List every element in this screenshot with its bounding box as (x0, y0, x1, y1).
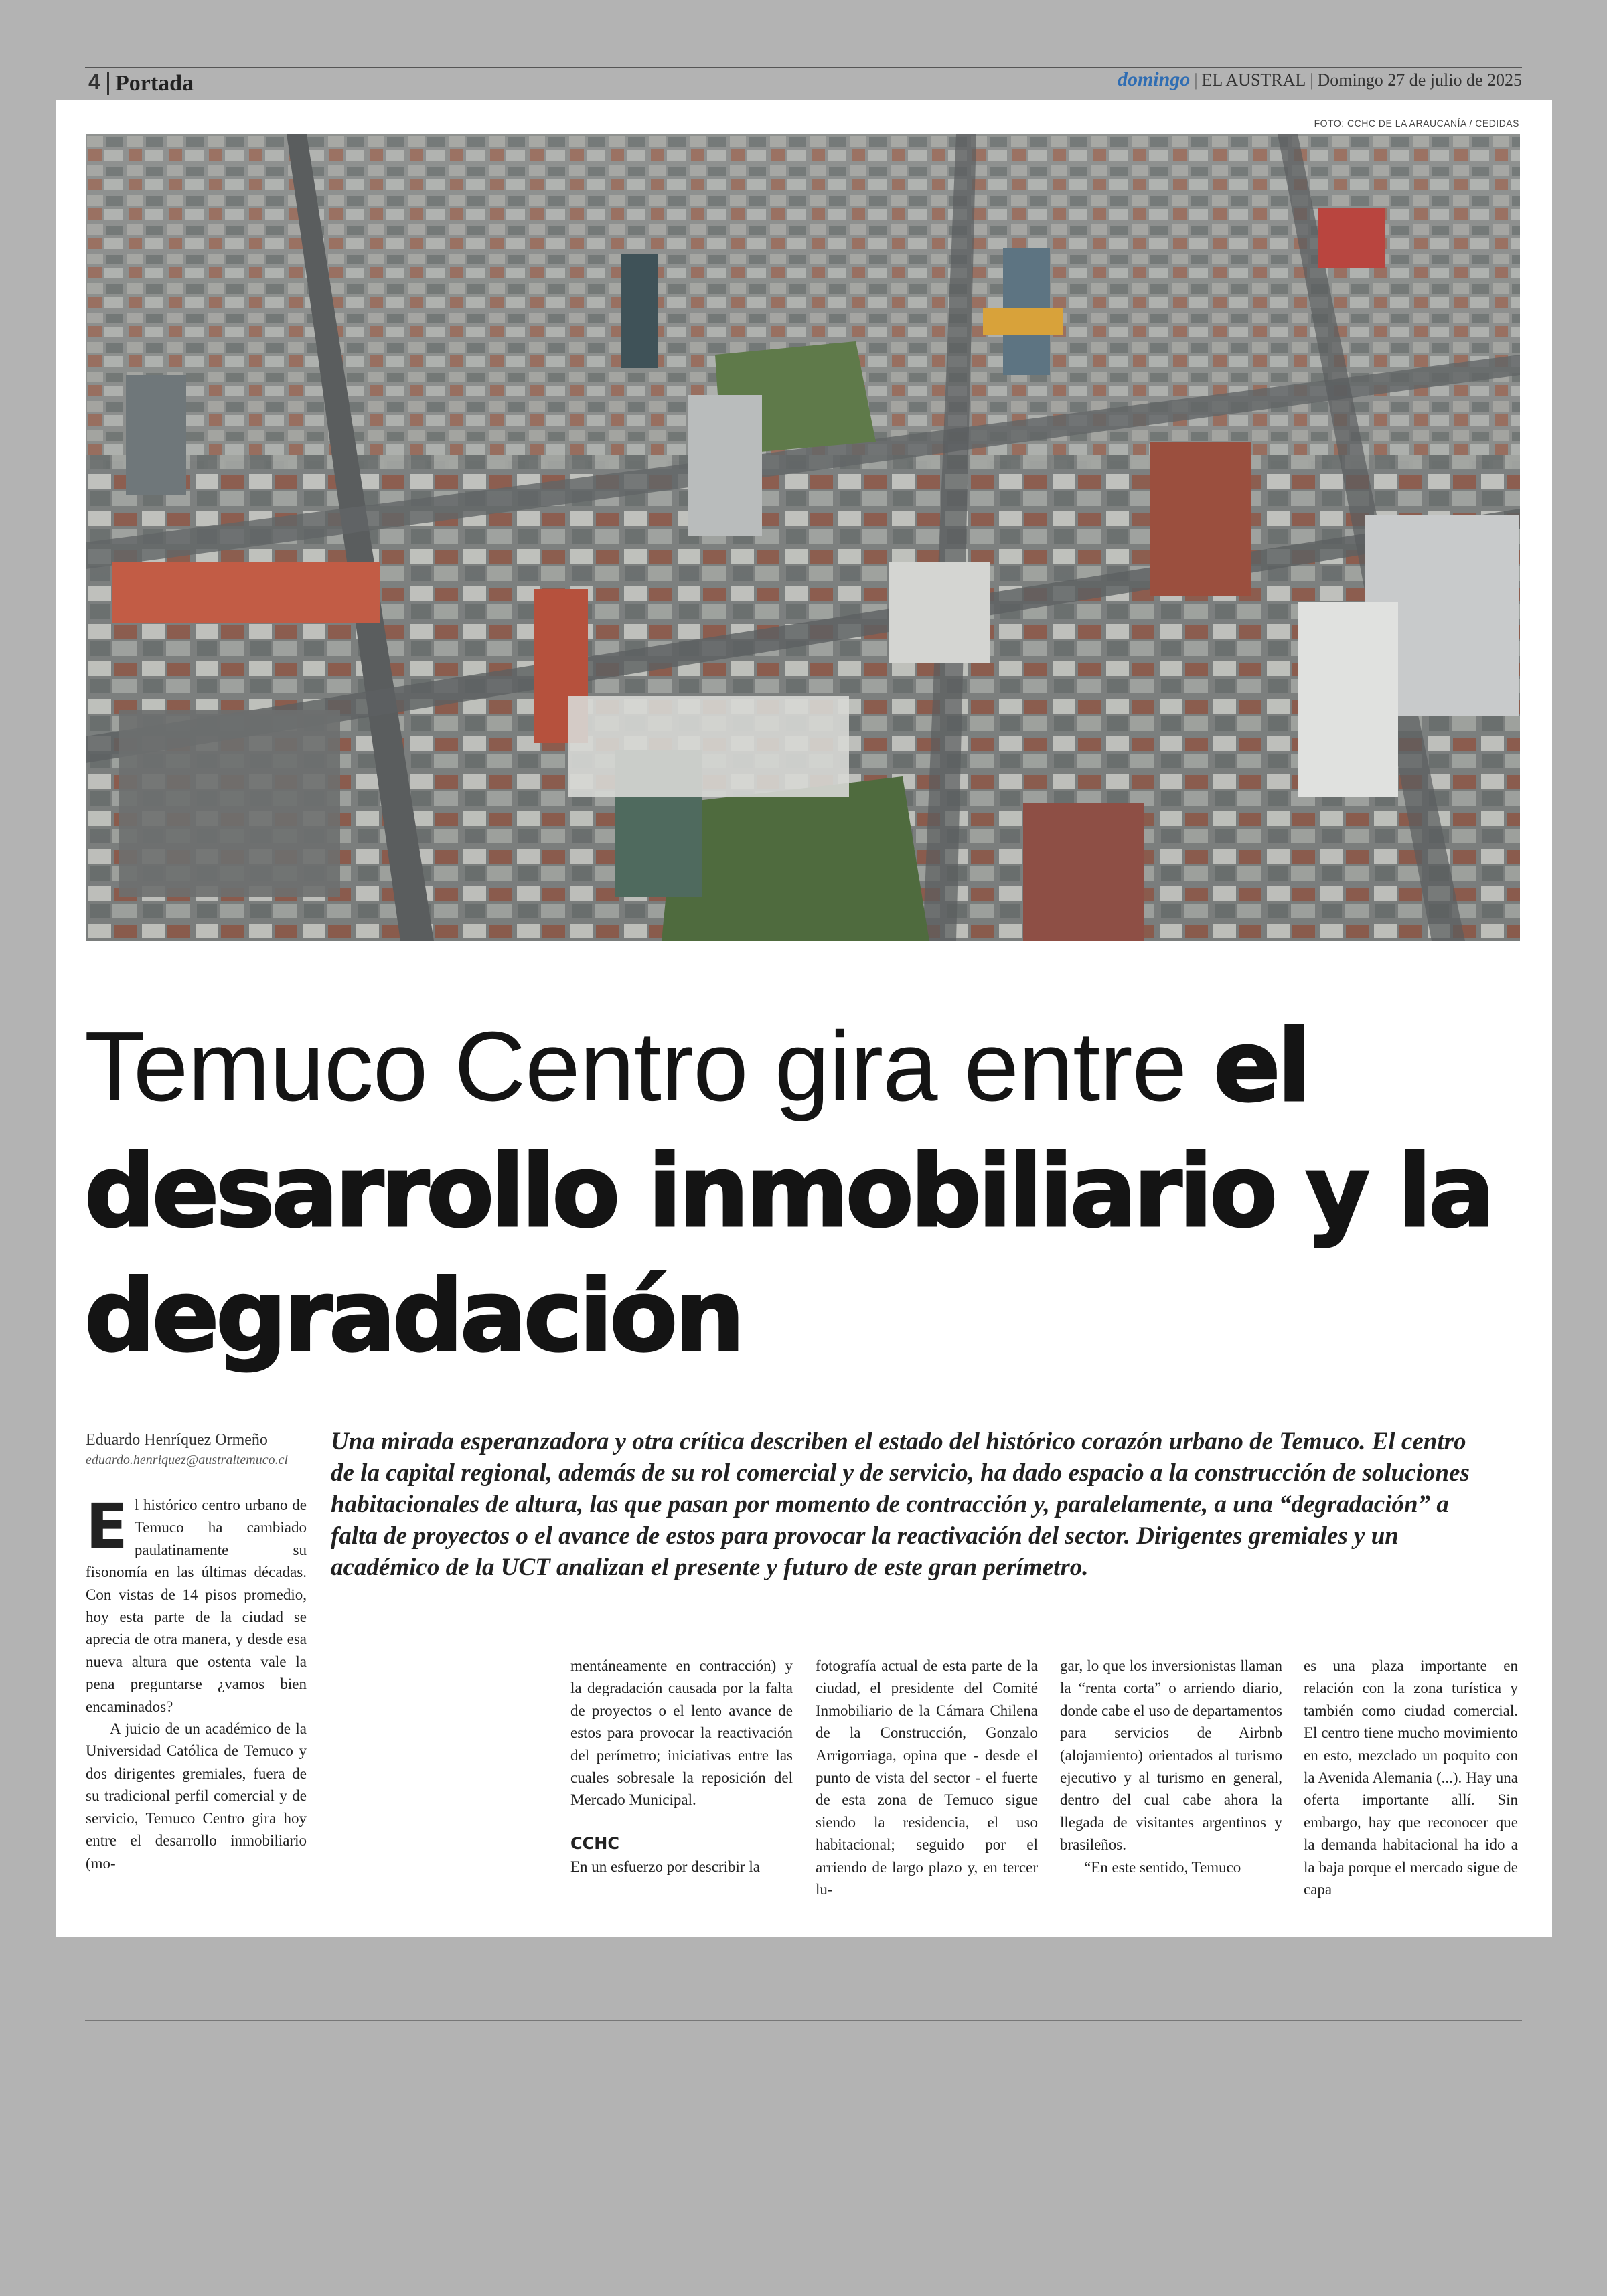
body-paragraph: “En este sentido, Temuco (1084, 1858, 1241, 1876)
body-paragraph: A juicio de un académico de la Universidad Católica de Temuco y dos dirigentes gremiales, fuera de su tradicional perfil comercial y de servicio, Temuco Centro gira hoy entre el desarrollo inmobiliario (mo- (86, 1720, 307, 1872)
aerial-city-photo (86, 134, 1520, 941)
body-paragraph: mentáneamente en contracción) y la degradación causada por la falta de proyectos o el lento avance de estos para provocar la reactivación del perímetro; iniciativas entre las cuales sobresale la reposición del Mercado Municipal. (570, 1657, 793, 1809)
masthead: domingo | EL AUSTRAL | Domingo 27 de julio de 2025 (1117, 68, 1522, 90)
issue-date: Domingo 27 de julio de 2025 (1317, 70, 1522, 90)
section-subhead: CCHC (570, 1833, 619, 1853)
body-column-1 (86, 1491, 307, 1874)
body-paragraph: En un esfuerzo por describir la (570, 1858, 760, 1875)
author-email: eduardo.henriquez@australtemuco.cl (86, 1453, 289, 1467)
photo-credit: FOTO: CCHC DE LA ARAUCANÍA / CEDIDAS (1314, 118, 1519, 129)
headline-bold: el desarrollo inmobiliario y la degradación (84, 1009, 1493, 1374)
body-column-4 (1060, 1655, 1282, 1878)
section-name: Portada (115, 71, 194, 96)
page-number: 4 (88, 70, 100, 94)
newspaper-name: EL AUSTRAL (1201, 70, 1306, 90)
headline (84, 1004, 1517, 1378)
body-paragraph: fotografía actual de esta parte de la ciudad, el presidente del Comité Inmobiliario de la Cámara Chilena de la Construcción, Gonzalo Arrigorriaga, opina que - desde el punto de vista del sector - el fuerte de esta zona de Temuco sigue siendo la residencia, el uso habitacional; seguido por el arriendo de largo plazo y, en tercer lu- (816, 1657, 1038, 1898)
body-column-5 (1304, 1655, 1518, 1900)
body-paragraph: gar, lo que los inversionistas llaman la “renta corta” o arriendo diario, donde cabe el uso de departamentos para servicios de Airbnb (alojamiento) orientados al turismo ejecutivo y al turismo en general, dentro del cual cabe ahora la llegada de visitantes argentinos y brasileños. (1060, 1657, 1282, 1854)
drop-cap: E (86, 1491, 128, 1562)
author-byline: Eduardo Henríquez Ormeño (86, 1431, 268, 1449)
page-number-divider (107, 72, 109, 95)
lede-paragraph: Una mirada esperanzadora y otra crítica describen el estado del histórico corazón urbano de Temuco. El centro de la capital regional, además de su rol comercial y de servicio, ha dado espacio a la construcción de soluciones habitacionales de altura, las que pasan por momento de contracción y, paralelamente, a una “degradación” a falta de proyectos o el avance de estos para provocar la reactivación del sector. Dirigentes gremiales y un académico de la UCT analizan el presente y futuro de este gran perímetro. (331, 1428, 1470, 1581)
footer-rule (85, 2020, 1522, 2021)
brand-name: domingo (1117, 68, 1191, 90)
body-paragraph: es una plaza importante en relación con la zona turística y también como ciudad comercial. El centro tiene mucho movimiento en esto, mezclado un poquito con la Avenida Alemania (...). Hay una oferta importante allí. Sin embargo, hay que reconocer que la demanda habitacional ha ido a la baja porque el mercado sigue de capa (1304, 1657, 1518, 1898)
body-column-2 (570, 1655, 793, 1878)
headline-light: Temuco Centro gira entre (84, 1011, 1214, 1122)
body-column-3 (816, 1655, 1038, 1900)
body-paragraph: l histórico centro urbano de Temuco ha cambiado paulatinamente su fisonomía en las últimas décadas. Con vistas de 14 pisos promedio, hoy esta parte de la ciudad se aprecia de otra manera, y desde esa nueva altura que ostenta vale la pena preguntarse ¿vamos bien encaminados? (86, 1497, 307, 1715)
